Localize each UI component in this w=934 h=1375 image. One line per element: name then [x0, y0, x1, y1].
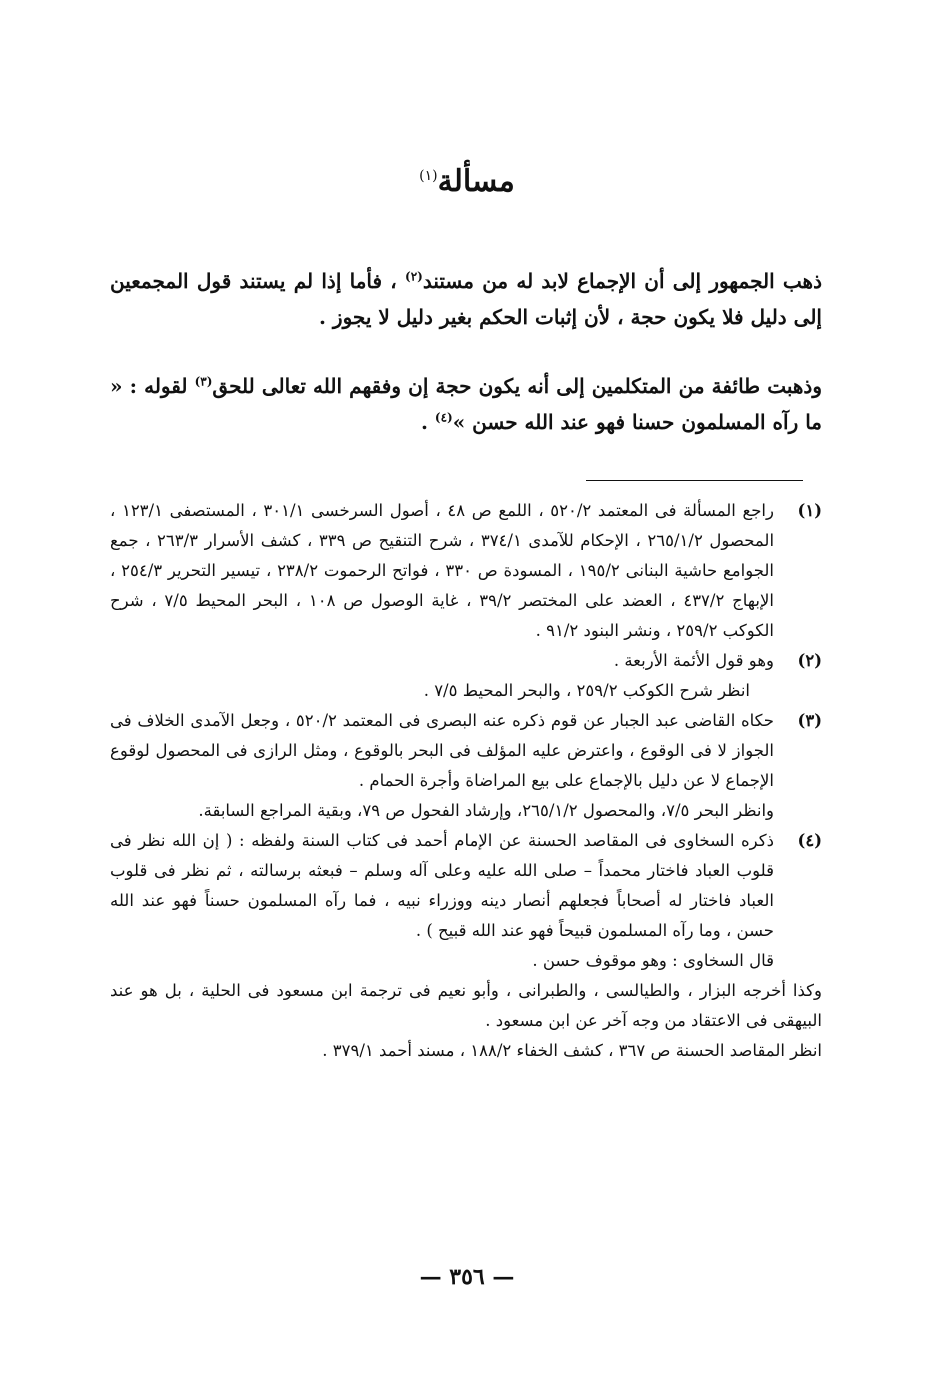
paragraph-2-text-after: لقوله : « ما رآه المسلمون حسنا فهو عند الله حسن »: [110, 374, 822, 434]
title-text: مسألة: [437, 164, 515, 199]
paragraph-1: [110, 263, 822, 335]
footnote-text: قال السخاوى : وهو موقوف حسن .: [532, 951, 774, 970]
footnote-text: وهو قول الأئمة الأربعة .: [613, 651, 774, 670]
footnote-text: وانظر البحر ٧/٥، والمحصول ٢٦٥/١/٢، وإرشاد الفحول ص ٧٩، وبقية المراجع السابقة.: [198, 801, 774, 820]
paragraph-1-ref: (٢): [405, 269, 423, 284]
paragraph-1-text-after: ، فأما إذا لم يستند قول المجمعين إلى دليل فلا يكون حجة ، لأن إثبات الحكم بغير دليل لا يجوز .: [110, 269, 822, 329]
paragraph-2-text: وذهبت طائفة من المتكلمين إلى أنه يكون حجة إن وفقهم الله تعالى للحق: [212, 374, 822, 398]
title-footnote-ref: (١): [419, 168, 438, 184]
paragraph-1-text: ذهب الجمهور إلى أن الإجماع لابد له من مستند: [422, 269, 822, 293]
footnote-text: وكذا أخرجه البزار ، والطيالسى ، والطبرانى ، وأبو نعيم فى ترجمة ابن مسعود فى الحلية ، بل هو عند البيهقى فى الاعتقاد من وجه آخر عن ابن مسعود .: [110, 981, 822, 1030]
footnote-number: (٤): [797, 831, 822, 850]
footnote-text: حكاه القاضى عبد الجبار عن قوم ذكره عنه البصرى فى المعتمد ٥٢٠/٢ ، وجعل الآمدى الخلاف فى الجواز لا فى الوقوع ، واعترض عليه المؤلف فى البحر بالوقوع ، ومثل الرازى فى المحصول لوقوع الإجماع لا عن دليل بالإجماع على بيع المراضاة وأجرة الحمام .: [110, 711, 774, 790]
footnotes: [110, 496, 822, 1066]
paragraph-2: [110, 368, 822, 440]
paragraph-2-text-end: .: [420, 410, 435, 434]
footnote-number: (١): [797, 501, 822, 520]
footnote-1: [110, 496, 822, 646]
footnote-3: [110, 706, 822, 826]
footnote-2: [110, 646, 822, 706]
footnote-separator: [586, 480, 803, 481]
footnote-4: [110, 826, 822, 976]
footnote-number: (٣): [797, 711, 822, 730]
paragraph-2-ref: (٣): [194, 374, 213, 389]
page-title: [0, 164, 934, 199]
footnote-4-continued: [110, 976, 822, 1066]
page-number: — ٣٥٦ —: [419, 1264, 515, 1290]
footnote-text: ذكره السخاوى فى المقاصد الحسنة عن الإمام أحمد فى كتاب السنة ولفظه : ( إن الله نظر فى قلوب العباد فاختار محمداً – صلى الله عليه وعلى آله وسلم – فبعثه برسالته ، ثم نظر فى قلوب العباد فاختار له أصحاباً فجعلهم أنصار دينه ووزراء نبيه ، فما رآه المسلمون حسناً فهو عند الله حسن ، وما رآه المسلمون قبيحاً فهو عند الله قبيح ) .: [110, 831, 774, 940]
footnote-number: (٢): [797, 651, 822, 670]
footnote-text: انظر المقاصد الحسنة ص ٣٦٧ ، كشف الخفاء ١٨٨/٢ ، مسند أحمد ٣٧٩/١ .: [322, 1041, 822, 1060]
paragraph-2-ref2: (٤): [434, 410, 453, 425]
footnote-text: انظر شرح الكوكب ٢٥٩/٢ ، والبحر المحيط ٧/٥ .: [423, 681, 750, 700]
footnote-text: راجع المسألة فى المعتمد ٥٢٠/٢ ، اللمع ص ٤٨ ، أصول السرخسى ٣٠١/١ ، المستصفى ١٢٣/١ ، المحصول ٢٦٥/١/٢ ، الإحكام للآمدى ٣٧٤/١ ، شرح التنقيح ص ٣٣٩ ، كشف الأسرار ٢٦٣/٣ ، جمع الجوامع حاشية البنانى ١٩٥/٢ ، المسودة ص ٣٣٠ ، فواتح الرحموت ٢٣٨/٢ ، تيسير التحرير ٢٥٤/٣ ، الإبهاج ٤٣٧/٢ ، العضد على المختصر ٣٩/٢ ، غاية الوصول ص ١٠٨ ، البحر المحيط ٧/٥ ، شرح الكوكب ٢٥٩/٢ ، ونشر البنود ٩١/٢ .: [110, 501, 775, 640]
